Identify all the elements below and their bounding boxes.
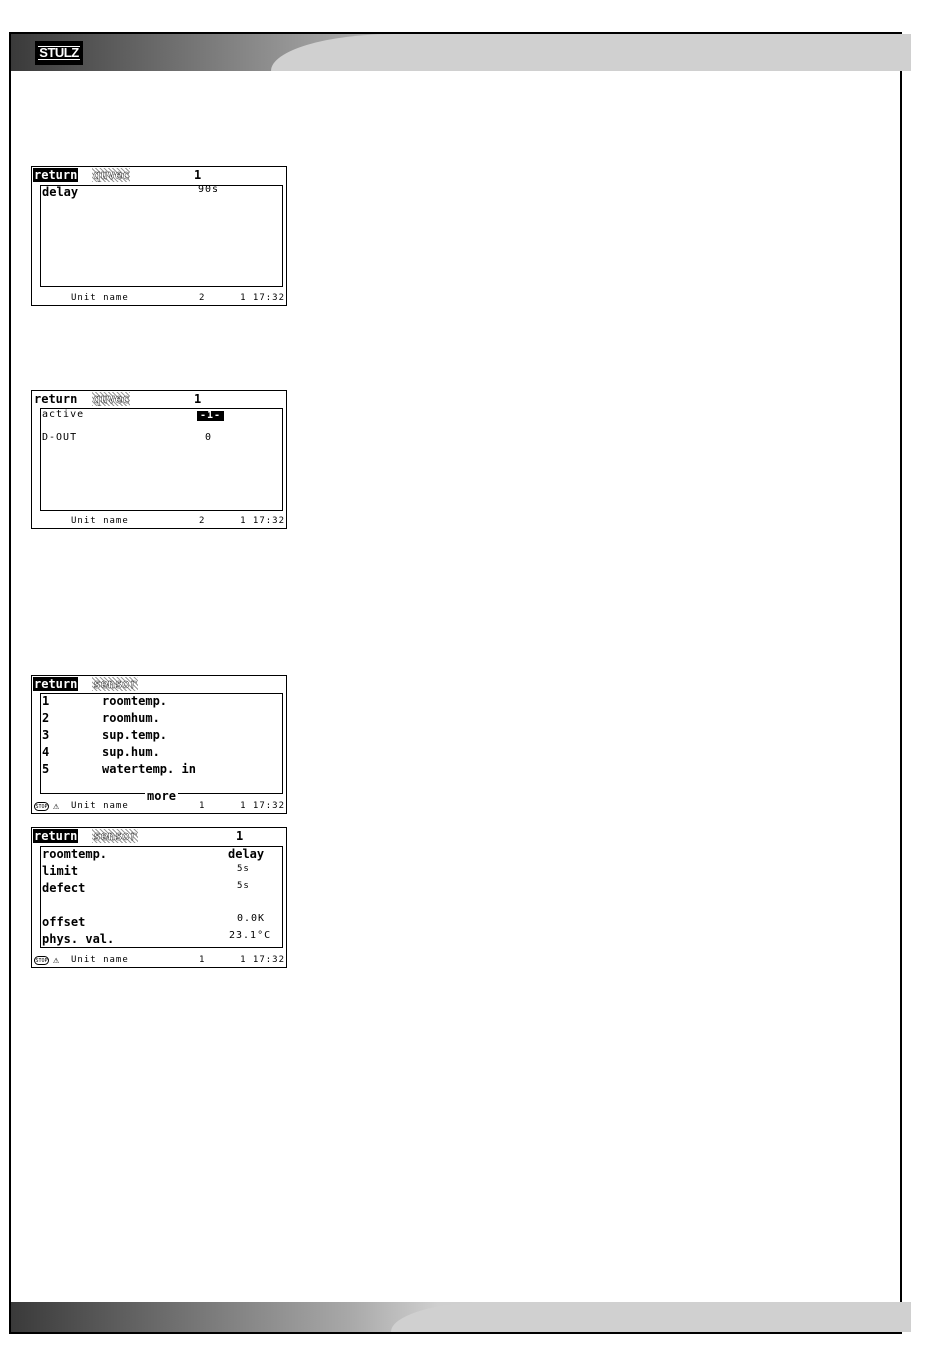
list-item[interactable]: sup.temp. [102,728,168,742]
phys-val-value: 23.1°C [229,930,272,941]
more-indicator[interactable]: more [147,789,176,803]
list-item[interactable]: sup.hum. [102,745,160,759]
status-bar [33,800,285,812]
lcd-screen-quvec-active [31,390,287,529]
content-box [40,846,283,948]
delay-header: delay [228,847,265,861]
list-item-num: 4 [42,745,50,759]
list-item-num: 5 [42,762,50,776]
active-value[interactable]: -1- [197,411,224,421]
active-label: active [42,409,85,420]
menu-name: sensor [93,829,137,843]
warning-icon: ⚠ [53,801,60,812]
dout-value[interactable]: 0 [205,432,213,443]
page-number: 1 [236,829,244,843]
footer-band [11,1302,900,1332]
unit-name: Unit name [71,293,129,303]
offset-label: offset [42,915,86,929]
clock: 1 17:32 [240,516,285,526]
warning-icon: ⚠ [53,955,60,966]
access-level: 2 [199,516,206,526]
clock: 1 17:32 [240,293,285,303]
stop-icon: STOP [35,958,48,964]
stulz-logo: STULZ [35,41,83,65]
list-item-num: 2 [42,711,50,725]
phys-val-label: phys. val. [42,932,115,946]
unit-name: Unit name [71,801,129,811]
screen-title [33,168,130,182]
delay-label: delay [42,185,79,199]
defect-label: defect [42,881,86,895]
list-item[interactable]: roomhum. [102,711,160,725]
return-button[interactable]: return [34,677,78,691]
sensor-name: roomtemp. [42,847,108,861]
screen-title [33,392,130,406]
menu-name: quvec [93,168,130,182]
clock: 1 17:32 [240,801,285,811]
menu-name: quvec [93,392,130,406]
return-button[interactable]: return [34,392,78,406]
return-button[interactable]: return [34,168,78,182]
access-level: 1 [199,955,206,965]
status-bar [33,954,285,966]
access-level: 2 [199,293,206,303]
dout-label: D-OUT [42,432,78,443]
lcd-screen-quvec-delay [31,166,287,306]
status-bar [33,515,285,527]
list-item-num: 1 [42,694,50,708]
access-level: 1 [199,801,206,811]
unit-name: Unit name [71,955,129,965]
return-button[interactable]: return [34,829,78,843]
lcd-screen-sensor-roomtemp [31,827,287,968]
content-box [40,185,283,287]
content-box [40,408,283,511]
stop-icon: STOP [35,804,48,810]
list-item[interactable]: roomtemp. [102,694,168,708]
page-number: 1 [194,168,202,182]
screen-title [33,829,138,843]
menu-name: sensor [93,677,137,691]
unit-name: Unit name [71,516,129,526]
lcd-screen-sensor-list [31,675,287,814]
screen-title [33,677,138,691]
content-box [40,693,283,803]
limit-value[interactable]: 5s [237,864,250,874]
clock: 1 17:32 [240,955,285,965]
page-number: 1 [194,392,202,406]
offset-value[interactable]: 0.0K [237,913,266,924]
status-bar [33,292,285,304]
defect-value[interactable]: 5s [237,881,250,891]
list-item[interactable]: watertemp. in [102,762,196,776]
header-band [11,34,900,71]
delay-value[interactable]: 90s [198,184,220,195]
list-item-num: 3 [42,728,50,742]
limit-label: limit [42,864,79,878]
